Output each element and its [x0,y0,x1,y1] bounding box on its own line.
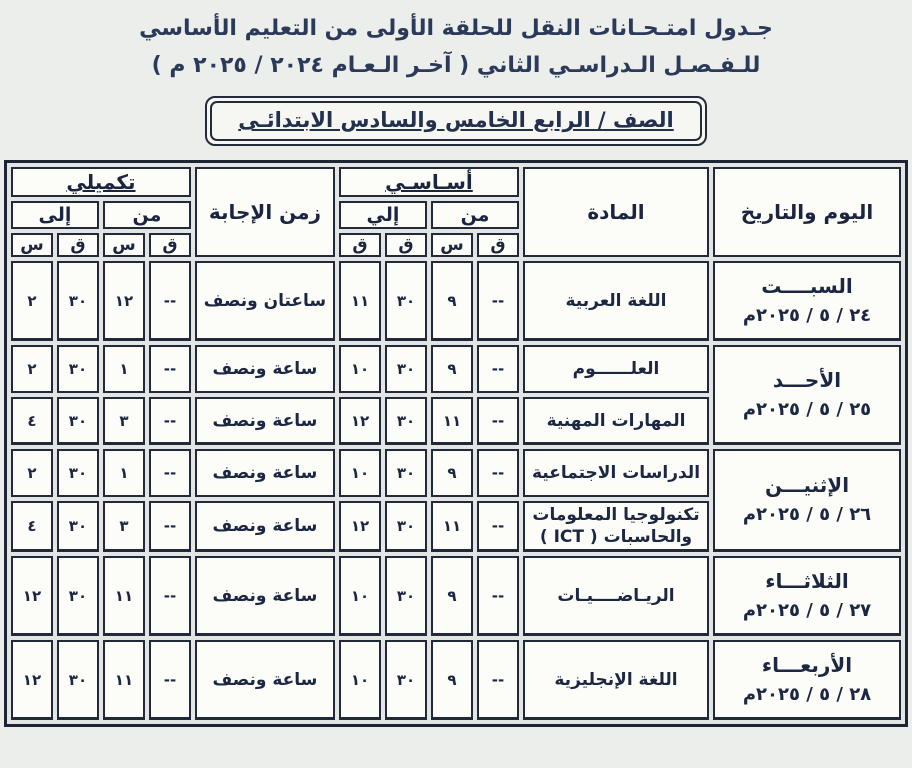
table-row [11,556,901,636]
supp-time-cell-1: ١١ [103,640,145,720]
basic-time-cell-1: ٩ [431,261,473,341]
subject-cell: تكنولوجيا المعلومات والحاسبات ( ICT ) [523,501,709,552]
day-date-cell [713,640,901,720]
header-supp-to: إلى [11,201,99,229]
table-header [11,167,901,257]
basic-time-cell-1: ٩ [431,640,473,720]
supp-time-cell-2: ٣٠ [57,640,99,720]
header-basic-group: أسـاسـي [339,167,519,197]
header-subject: المادة [523,167,709,257]
basic-time-cell-1: ٩ [431,449,473,497]
header-supp-from-minutes: ق [149,233,191,257]
supp-time-cell-3: ٤ [11,397,53,445]
grade-box [205,96,706,146]
basic-time-cell-1: ١١ [431,397,473,445]
grade-box-container [0,96,912,146]
supp-time-cell-1: ١ [103,345,145,393]
subject-cell: العلــــــوم [523,345,709,393]
supp-time-cell-0: -- [149,501,191,552]
basic-time-cell-1: ٩ [431,556,473,636]
supp-time-cell-1: ١١ [103,556,145,636]
day-name: الأحـــد [772,367,842,392]
day-date-cell [713,345,901,445]
answer-time-cell: ساعة ونصف [195,345,335,393]
day-name: الثلاثـــاء [765,568,849,593]
supp-time-cell-2: ٣٠ [57,556,99,636]
day-date-cell [713,449,901,552]
day-date-cell [713,556,901,636]
supp-time-cell-1: ١ [103,449,145,497]
supp-time-cell-0: -- [149,556,191,636]
header-basic-from-hours: س [431,233,473,257]
basic-time-cell-0: -- [477,501,519,552]
supp-time-cell-3: ٢ [11,261,53,341]
supp-time-cell-3: ٢ [11,449,53,497]
day-name: السبــــت [761,273,853,298]
table-row [11,261,901,341]
subject-cell: اللغة الإنجليزية [523,640,709,720]
basic-time-cell-2: ٣٠ [385,640,427,720]
basic-time-cell-0: -- [477,449,519,497]
day-date: ٢٦ / ٥ / ٢٠٢٥م [742,504,872,525]
answer-time-cell: ساعتان ونصف [195,261,335,341]
basic-time-cell-3: ١٠ [339,449,381,497]
header-supplementary-group: تكميلي [11,167,191,197]
basic-time-cell-0: -- [477,345,519,393]
supp-time-cell-0: -- [149,449,191,497]
basic-time-cell-2: ٣٠ [385,397,427,445]
basic-time-cell-3: ١٢ [339,501,381,552]
supp-time-cell-2: ٣٠ [57,501,99,552]
supp-time-cell-1: ٣ [103,397,145,445]
subject-cell: الريـاضــــيـات [523,556,709,636]
basic-time-cell-0: -- [477,640,519,720]
basic-time-cell-2: ٣٠ [385,261,427,341]
basic-time-cell-0: -- [477,397,519,445]
supp-time-cell-3: ١٢ [11,556,53,636]
header-supp-from: من [103,201,191,229]
answer-time-cell: ساعة ونصف [195,640,335,720]
header-supp-to-minutes: ق [57,233,99,257]
exam-schedule-table [4,160,908,727]
supp-time-cell-2: ٣٠ [57,397,99,445]
answer-time-cell: ساعة ونصف [195,449,335,497]
supp-time-cell-0: -- [149,397,191,445]
grade-label: الصف / الرابع الخامس والسادس الابتدائـى [210,101,701,141]
supp-time-cell-2: ٣٠ [57,449,99,497]
document-title-line2: للـفـصـل الـدراسـي الثاني ( آخـر الـعـام ٢٠٢٤ / ٢٠٢٥ م ) [151,53,761,78]
supp-time-cell-2: ٣٠ [57,345,99,393]
supp-time-cell-1: ٣ [103,501,145,552]
supp-time-cell-1: ١٢ [103,261,145,341]
day-date: ٢٨ / ٥ / ٢٠٢٥م [742,683,872,705]
day-name: الإثنيـــن [764,473,850,497]
day-date: ٢٥ / ٥ / ٢٠٢٥م [742,398,872,420]
header-day-date: اليوم والتاريخ [713,167,901,257]
schedule-table-area [0,146,912,727]
day-name: الأربعـــاء [761,652,853,677]
supp-time-cell-2: ٣٠ [57,261,99,341]
subject-cell: اللغة العربية [523,261,709,341]
subject-cell: الدراسات الاجتماعية [523,449,709,497]
answer-time-cell: ساعة ونصف [195,556,335,636]
document-header [0,0,912,84]
basic-time-cell-0: -- [477,261,519,341]
header-basic-to-hours: ق [339,233,381,257]
basic-time-cell-1: ١١ [431,501,473,552]
answer-time-cell: ساعة ونصف [195,501,335,552]
basic-time-cell-3: ١٠ [339,556,381,636]
basic-time-cell-2: ٣٠ [385,501,427,552]
answer-time-cell: ساعة ونصف [195,397,335,445]
header-basic-to-minutes: ق [385,233,427,257]
basic-time-cell-0: -- [477,556,519,636]
basic-time-cell-3: ١١ [339,261,381,341]
header-basic-from: من [431,201,519,229]
basic-time-cell-2: ٣٠ [385,345,427,393]
basic-time-cell-3: ١٢ [339,397,381,445]
day-date: ٢٤ / ٥ / ٢٠٢٥م [742,304,872,326]
header-supp-from-hours: س [103,233,145,257]
schedule-table-body [11,261,901,720]
table-row [11,449,901,497]
basic-time-cell-3: ١٠ [339,345,381,393]
supp-time-cell-3: ٢ [11,345,53,393]
supp-time-cell-0: -- [149,640,191,720]
day-date-cell [713,261,901,341]
basic-time-cell-1: ٩ [431,345,473,393]
basic-time-cell-2: ٣٠ [385,449,427,497]
header-basic-from-minutes: ق [477,233,519,257]
supp-time-cell-3: ١٢ [11,640,53,720]
supp-time-cell-3: ٤ [11,501,53,552]
basic-time-cell-3: ١٠ [339,640,381,720]
document-title-line1: جـدول امتـحـانات النقل للحلقة الأولى من التعليم الأساسي [139,16,773,41]
supp-time-cell-0: -- [149,261,191,341]
subject-cell: المهارات المهنية [523,397,709,445]
supp-time-cell-0: -- [149,345,191,393]
header-basic-to: إلي [339,201,427,229]
header-answer-time: زمن الإجابة [195,167,335,257]
header-supp-to-hours: س [11,233,53,257]
basic-time-cell-2: ٣٠ [385,556,427,636]
day-date: ٢٧ / ٥ / ٢٠٢٥م [742,599,872,621]
table-row [11,640,901,720]
table-row [11,345,901,393]
